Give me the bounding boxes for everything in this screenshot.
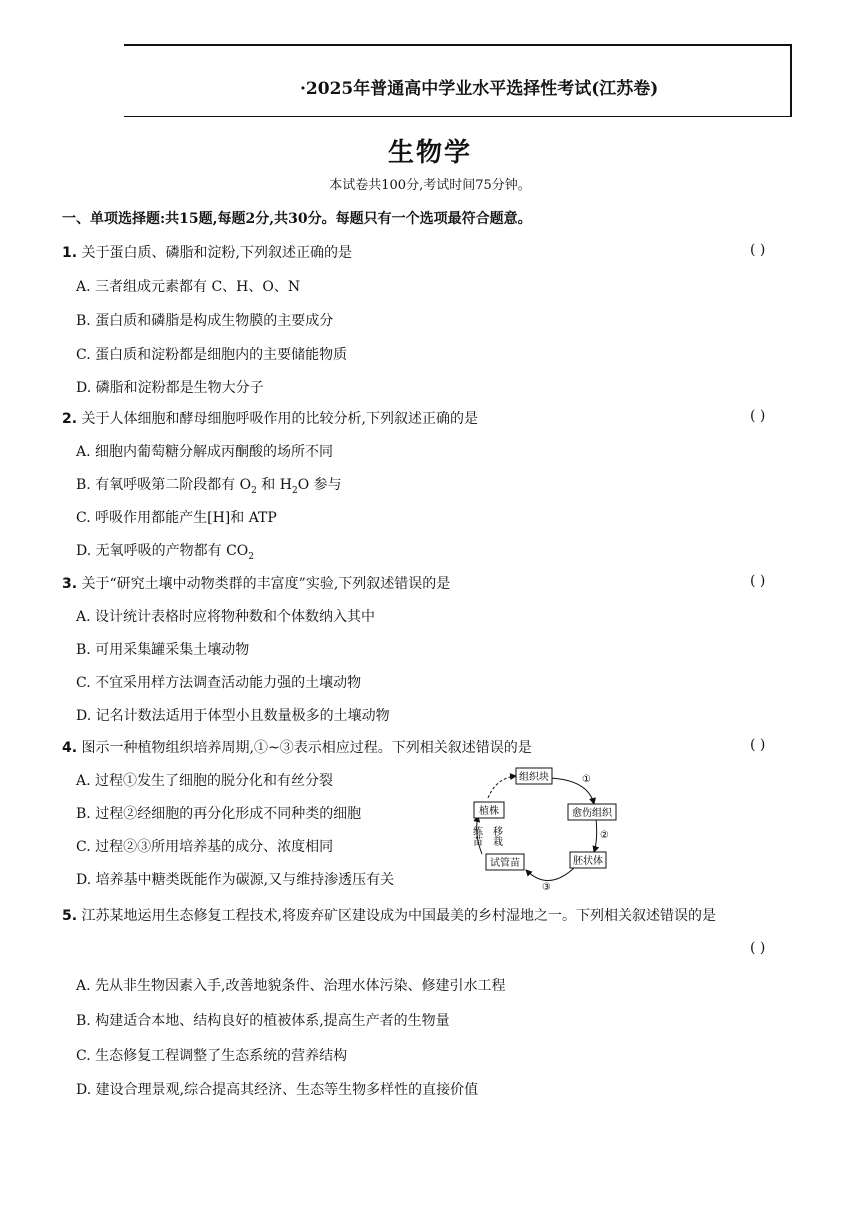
question-5-answer-blank: ( ) (750, 940, 766, 956)
question-1-option-a: A. 三者组成元素都有 C、H、O、N (76, 279, 301, 295)
node-plant: 植株 (479, 806, 499, 817)
node-embryoid: 胚状体 (573, 856, 603, 867)
question-5-option-b: B. 构建适合本地、结构良好的植被体系,提高生产者的生物量 (76, 1013, 450, 1029)
question-3-option-d: D. 记名计数法适用于体型小且数量极多的土壤动物 (76, 708, 390, 724)
question-4-answer-blank: ( ) (750, 737, 766, 753)
exam-info: 本试卷共100分,考试时间75分钟。 (329, 178, 531, 193)
question-2-stem: 2. 关于人体细胞和酵母细胞呼吸作用的比较分析,下列叙述正确的是 (62, 411, 478, 427)
question-4-option-a: A. 过程①发生了细胞的脱分化和有丝分裂 (76, 773, 334, 789)
arrow-process-2 (594, 818, 597, 852)
question-3-option-c: C. 不宜采用样方法调查活动能力强的土壤动物 (76, 675, 362, 691)
question-3-stem: 3. 关于“研究土壤中动物类群的丰富度”实验,下列叙述错误的是 (62, 576, 451, 592)
arrow-dashed-return (488, 776, 516, 798)
question-1-option-d: D. 磷脂和淀粉都是生物大分子 (76, 380, 264, 396)
question-1-option-c: C. 蛋白质和淀粉都是细胞内的主要储能物质 (76, 347, 348, 363)
header-frame-top-rule (124, 44, 792, 46)
step-label-3: ③ (542, 882, 551, 892)
question-3-answer-blank: ( ) (750, 573, 766, 589)
question-2-option-a: A. 细胞内葡萄糖分解成丙酮酸的场所不同 (76, 444, 334, 460)
question-3-option-b: B. 可用采集罐采集土壤动物 (76, 642, 250, 658)
question-1-option-b: B. 蛋白质和磷脂是构成生物膜的主要成分 (76, 313, 334, 329)
question-4-option-d: D. 培养基中糖类既能作为碳源,又与维持渗透压有关 (76, 872, 395, 888)
exam-title: ·2025年普通高中学业水平选择性考试(江苏卷) (300, 79, 659, 99)
question-2-answer-blank: ( ) (750, 408, 766, 424)
tissue-culture-cycle-diagram (470, 764, 620, 892)
question-3-option-a: A. 设计统计表格时应将物种数和个体数纳入其中 (76, 609, 376, 625)
question-5-option-a: A. 先从非生物因素入手,改善地貌条件、治理水体污染、修建引水工程 (76, 978, 506, 994)
header-frame-corner (790, 44, 792, 116)
side-label-hardening: 练苗 (470, 826, 482, 846)
question-2-option-b: B. 有氧呼吸第二阶段都有 $O_2$ 和 $H_2O$ 参与 (76, 477, 342, 496)
section-heading: 一、单项选择题:共15题,每题2分,共30分。每题只有一个选项最符合题意。 (62, 211, 532, 227)
header-frame-bottom-rule (124, 116, 792, 117)
question-1-stem: 1. 关于蛋白质、磷脂和淀粉,下列叙述正确的是 (62, 245, 352, 261)
question-4-stem: 4. 图示一种植物组织培养周期,①~③表示相应过程。下列相关叙述错误的是 (62, 740, 532, 756)
step-label-1: ① (582, 774, 591, 785)
step-label-2: ② (600, 830, 609, 841)
question-5-stem: 5. 江苏某地运用生态修复工程技术,将废弃矿区建设成为中国最美的乡村湿地之一。下列相关叙述错误的是 (62, 908, 716, 924)
question-5-option-d: D. 建设合理景观,综合提高其经济、生态等生物多样性的直接价值 (76, 1082, 479, 1098)
node-tissue-block: 组织块 (519, 772, 549, 783)
question-1-answer-blank: ( ) (750, 242, 766, 258)
subject-title: 生物学 (387, 138, 472, 168)
node-callus: 愈伤组织 (572, 808, 612, 819)
question-4-option-b: B. 过程②经细胞的再分化形成不同种类的细胞 (76, 806, 362, 822)
question-5-option-c: C. 生态修复工程调整了生态系统的营养结构 (76, 1048, 348, 1064)
arrow-process-3 (526, 868, 574, 881)
side-label-transplanting: 移栽 (490, 826, 502, 846)
node-test-tube-seedling: 试管苗 (490, 858, 520, 869)
question-2-option-d: D. 无氧呼吸的产物都有 $CO_2$ (76, 543, 254, 562)
question-2-option-c: C. 呼吸作用都能产生[H]和 ATP (76, 510, 277, 526)
question-4-option-c: C. 过程②③所用培养基的成分、浓度相同 (76, 839, 334, 855)
